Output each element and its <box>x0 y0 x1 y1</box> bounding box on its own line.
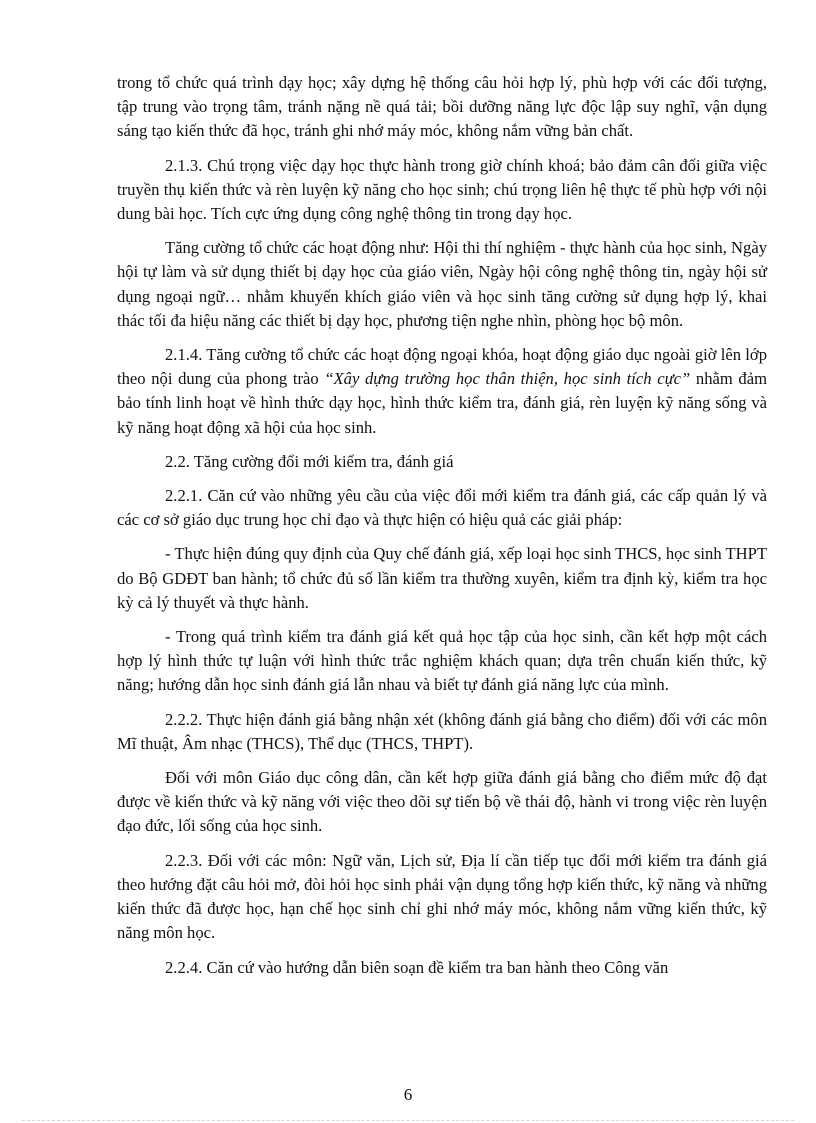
paragraph-2-2-4: 2.2.4. Căn cứ vào hướng dẫn biên soạn đề kiểm tra ban hành theo Công văn <box>165 957 669 977</box>
paragraph-civic-education: Đối với môn Giáo dục công dân, cần kết hợp giữa đánh giá bằng cho điểm mức độ đạt được về kiến thức và kỹ năng với việc theo dõi sự tiến bộ về thái độ, hành vi trong việc rèn luyện đạo đức, lối sống của học sinh. <box>117 768 767 836</box>
paragraph-activities: Tăng cường tổ chức các hoạt động như: Hội thi thí nghiệm - thực hành của học sinh, Ngày hội tự làm và sử dụng thiết bị dạy học của giáo viên, Ngày hội công nghệ thông tin, ngày hội sử dụng ngoại ngữ… nhằm khuyến khích giáo viên và học sinh tăng cường sử dụng hợp lý, khai thác tối đa hiệu năng các thiết bị dạy học, phương tiện nghe nhìn, phòng học bộ môn. <box>117 238 767 330</box>
paragraph-2-2-3: 2.2.3. Đối với các môn: Ngữ văn, Lịch sử, Địa lí cần tiếp tục đổi mới kiểm tra đánh giá theo hướng đặt câu hỏi mở, đòi hỏi học sinh phải vận dụng tổng hợp kiến thức, kỹ năng và những kiến thức đã được học, hạn chế học sinh chỉ ghi nhớ máy móc, không nắm vững kiến thức, kỹ năng môn học. <box>117 850 767 943</box>
paragraph-2-1-4 <box>117 343 767 440</box>
document-body <box>117 71 767 990</box>
paragraph-2-2-2: 2.2.2. Thực hiện đánh giá bằng nhận xét (không đánh giá bằng cho điểm) đối với các môn Mĩ thuật, Âm nhạc (THCS), Thể dục (THCS, THPT). <box>117 709 767 753</box>
movement-name-quote: “Xây dựng trường học thân thiện, học sinh tích cực” <box>324 369 691 389</box>
paragraph-continuation: trong tổ chức quá trình dạy học; xây dựng hệ thống câu hỏi hợp lý, phù hợp với các đối tượng, tập trung vào trọng tâm, tránh nặng nề quá tải; bồi dưỡng năng lực độc lập suy nghĩ, vận dụng sáng tạo kiến thức đã học, tránh ghi nhớ máy móc, không nắm vững bản chất. <box>117 73 767 141</box>
bullet-regulation: - Thực hiện đúng quy định của Quy chế đánh giá, xếp loại học sinh THCS, học sinh THPT do Bộ GDĐT ban hành; tổ chức đủ số lần kiểm tra thường xuyên, kiểm tra định kỳ, kiểm tra học kỳ cả lý thuyết và thực hành. <box>117 544 767 612</box>
paragraph-2-1-4-text-end: nhằm đảm bảo tính linh hoạt về hình thức dạy học, hình thức kiểm tra, đánh giá, rèn luyện kỹ năng sống và kỹ năng hoạt động xã hội của học sinh. <box>117 369 768 437</box>
section-heading-2-2: 2.2. Tăng cường đổi mới kiểm tra, đánh giá <box>165 451 454 471</box>
footer-divider <box>22 1120 794 1121</box>
paragraph-2-2-1: 2.2.1. Căn cứ vào những yêu cầu của việc đổi mới kiểm tra đánh giá, các cấp quản lý và các cơ sở giáo dục trung học chỉ đạo và thực hiện có hiệu quả các giải pháp: <box>117 486 767 530</box>
paragraph-2-1-4-text-start: 2.1.4. Tăng cường tổ chức các hoạt động ngoại khóa, hoạt động giáo dục ngoài giờ lên lớp theo nội dung của phong trào <box>117 345 767 389</box>
paragraph-2-1-3: 2.1.3. Chú trọng việc dạy học thực hành trong giờ chính khoá; bảo đảm cân đối giữa việc truyền thụ kiến thức và rèn luyện kỹ năng cho học sinh; chú trọng liên hệ thực tế phù hợp với nội dung bài học. Tích cực ứng dụng công nghệ thông tin trong dạy học. <box>117 155 767 224</box>
page-number: 6 <box>403 1085 413 1104</box>
bullet-assessment-method: - Trong quá trình kiểm tra đánh giá kết quả học tập của học sinh, cần kết hợp một cách hợp lý hình thức tự luận với hình thức trắc nghiệm khách quan; dựa trên chuẩn kiến thức, kỹ năng; hướng dẫn học sinh đánh giá lẫn nhau và biết tự đánh giá năng lực của mình. <box>117 627 767 695</box>
